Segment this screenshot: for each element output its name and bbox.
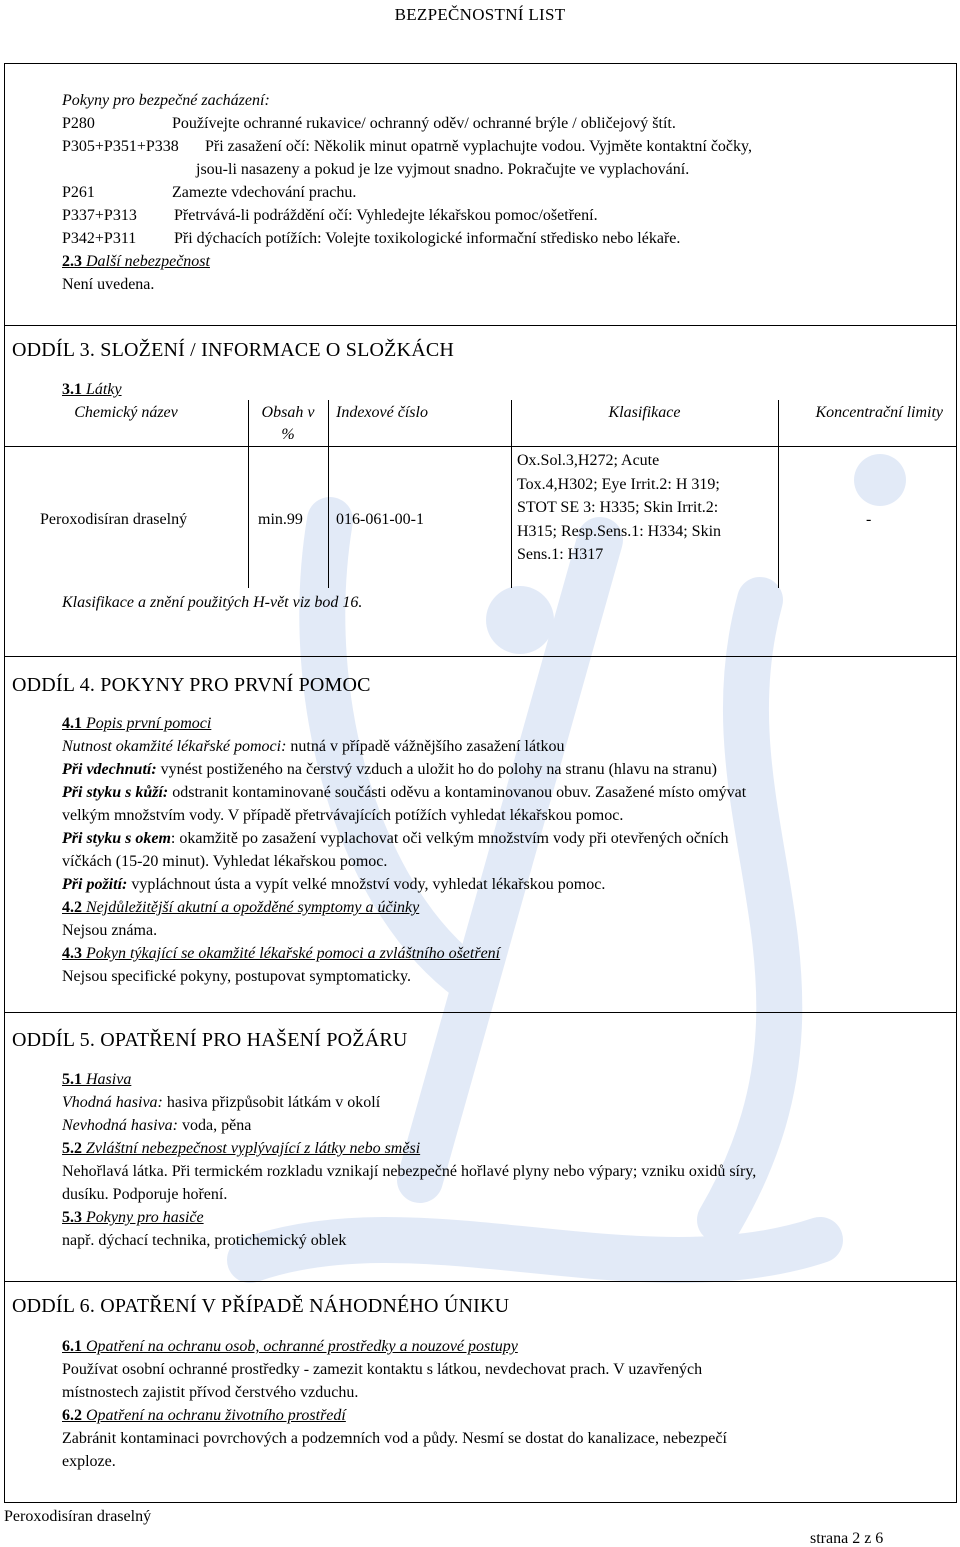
header-chemical-name: Chemický název xyxy=(74,404,178,421)
section-6-heading: ODDÍL 6. OPATŘENÍ V PŘÍPADĚ NÁHODNÉHO ÚNIKU xyxy=(12,1295,510,1317)
classification-note: Klasifikace a znění použitých H-vět viz bod 16. xyxy=(62,594,363,611)
statement-row xyxy=(62,204,942,227)
subsection-5-3-title: 5.3 Pokyny pro hasiče xyxy=(62,1209,204,1226)
accidental-release-content: 6.1 Opatření na ochranu osob, ochranné prostředky a nouzové postupy Používat osobní ochranné prostředky - zamezit kontaktu s látkou, nevdechovat prach. V uzavřených místnostech zajistit přívod čerstvého vzduchu. 6.2 Opatření na ochranu životního prostředí Zabránit kontaminaci povrchových a podzemních vod a půdy. Nesmí se dostat do kanalizace, nebezpečí exploze. xyxy=(62,1335,942,1473)
statement-text: Zamezte vdechování prachu. xyxy=(172,184,357,201)
statement-text: Při zasažení očí: Několik minut opatrně vyplachujte vodou. Vyjměte kontaktní čočky, xyxy=(205,138,752,155)
header-classification: Klasifikace xyxy=(608,404,681,421)
subsection-4-2-title: 4.2 Nejdůležitější akutní a opožděné symptomy a účinky xyxy=(62,899,420,916)
subsection-2-3-title: 2.3 Další nebezpečnost xyxy=(62,253,210,270)
subsection-4-1-title: 4.1 Popis první pomoci xyxy=(62,715,212,732)
subsection-5-2-title: 5.2 Zvláštní nebezpečnost vyplývající z látky nebo směsi xyxy=(62,1140,421,1157)
statement-code: P261 xyxy=(62,184,95,201)
document-title: BEZPEČNOSTNÍ LIST xyxy=(394,5,566,24)
section-4-heading: ODDÍL 4. POKYNY PRO PRVNÍ POMOC xyxy=(12,674,371,696)
statement-continuation: jsou-li nasazeny a pokud je lze vyjmout snadno. Pokračujte ve vyplachování. xyxy=(196,161,690,178)
header-concentration-limits: Koncentrační limity xyxy=(815,404,943,421)
divider xyxy=(4,325,957,326)
cell-index-number: 016-061-00-1 xyxy=(336,511,424,528)
header-content: Obsah v % xyxy=(261,404,315,443)
cell-chemical-name: Peroxodisíran draselný xyxy=(40,511,188,528)
cell-content: min.99 xyxy=(258,511,303,528)
first-aid-content: 4.1 Popis první pomoci Nutnost okamžité lékařské pomoci: nutná v případě vážnějšího zasažení látkou Při vdechnutí: vynést postiženého na čerstvý vzduch a uložit ho do polohy na stranu (hlavu na stranu) Při styku s kůží: odstranit kontaminované součásti oděvu a kontaminovanou obuv. Zasažené místo omývat velkým množstvím vody. V případě přetrvávajících potížích vyhledat lékařskou pomoc. Při styku s okem: okamžitě po zasažení vyplachovat oči velkým množstvím vody při otevřených očních víčkách (15-20 minut). Vyhledat lékařskou pomoc. Při požití: vypláchnout ústa a vypít velké množství vody, vyhledat lékařskou pomoc. 4.2 Nejdůležitější akutní a opožděné symptomy a účinky Nejsou známa. 4.3 Pokyn týkající se okamžité lékařské pomoci a zvláštního ošetření Nejsou specifické pokyny, postupovat symptomaticky. xyxy=(62,712,942,988)
statement-row xyxy=(62,227,942,250)
firefighting-content: 5.1 Hasiva Vhodná hasiva: hasiva přizpůsobit látkám v okolí Nevhodná hasiva: voda, pěna 5.2 Zvláštní nebezpečnost vyplývající z látky nebo směsi Nehořlavá látka. Při termickém rozkladu vznikají nebezpečné hořlavé plyny nebo výpary; vzniku oxidů síry, dusíku. Podporuje hoření. 5.3 Pokyny pro hasiče např. dýchací technika, protichemický oblek xyxy=(62,1068,942,1252)
subsection-6-2-title: 6.2 Opatření na ochranu životního prostředí xyxy=(62,1407,346,1424)
statement-row xyxy=(62,181,942,204)
statement-text: Při dýchacích potížích: Volejte toxikologické informační středisko nebo lékaře. xyxy=(174,230,681,247)
safe-handling-title: Pokyny pro bezpečné zacházení: xyxy=(62,92,270,109)
subsection-5-1-title: 5.1 Hasiva xyxy=(62,1071,132,1088)
statement-row xyxy=(62,112,942,135)
section-5-heading: ODDÍL 5. OPATŘENÍ PRO HAŠENÍ POŽÁRU xyxy=(12,1029,408,1051)
statement-code: P280 xyxy=(62,115,95,132)
divider xyxy=(4,1281,957,1282)
footer-product-name: Peroxodisíran draselný xyxy=(4,1508,152,1525)
subsection-2-3-text: Není uvedena. xyxy=(62,276,155,293)
footer-page-number: strana 2 z 6 xyxy=(810,1530,884,1547)
cell-classification: Ox.Sol.3,H272; Acute Tox.4,H302; Eye Irrit.2: H 319; STOT SE 3: H335; Skin Irrit.2: H315; Resp.Sens.1: H334; Skin Sens.1: H317 xyxy=(517,452,722,563)
header-index-number: Indexové číslo xyxy=(336,404,428,421)
divider xyxy=(4,656,957,657)
precautionary-statements xyxy=(62,89,942,296)
statement-row xyxy=(62,135,942,158)
cell-concentration-limits: - xyxy=(866,511,872,528)
statement-text: Používejte ochranné rukavice/ ochranný oděv/ ochranné brýle / obličejový štít. xyxy=(172,115,676,132)
statement-code: P342+P311 xyxy=(62,230,137,247)
subsection-6-1-title: 6.1 Opatření na ochranu osob, ochranné prostředky a nouzové postupy xyxy=(62,1338,518,1355)
statement-text: Přetrvává-li podráždění očí: Vyhledejte lékařskou pomoc/ošetření. xyxy=(174,207,598,224)
section-3-heading: ODDÍL 3. SLOŽENÍ / INFORMACE O SLOŽKÁCH xyxy=(12,339,455,361)
subsection-4-3-title: 4.3 Pokyn týkající se okamžité lékařské pomoci a zvláštního ošetření xyxy=(62,945,501,962)
statement-code: P337+P313 xyxy=(62,207,137,224)
statement-code: P305+P351+P338 xyxy=(62,138,179,155)
divider xyxy=(4,1012,957,1013)
subsection-3-1-title: 3.1 Látky xyxy=(62,381,122,398)
composition-table xyxy=(4,400,957,588)
